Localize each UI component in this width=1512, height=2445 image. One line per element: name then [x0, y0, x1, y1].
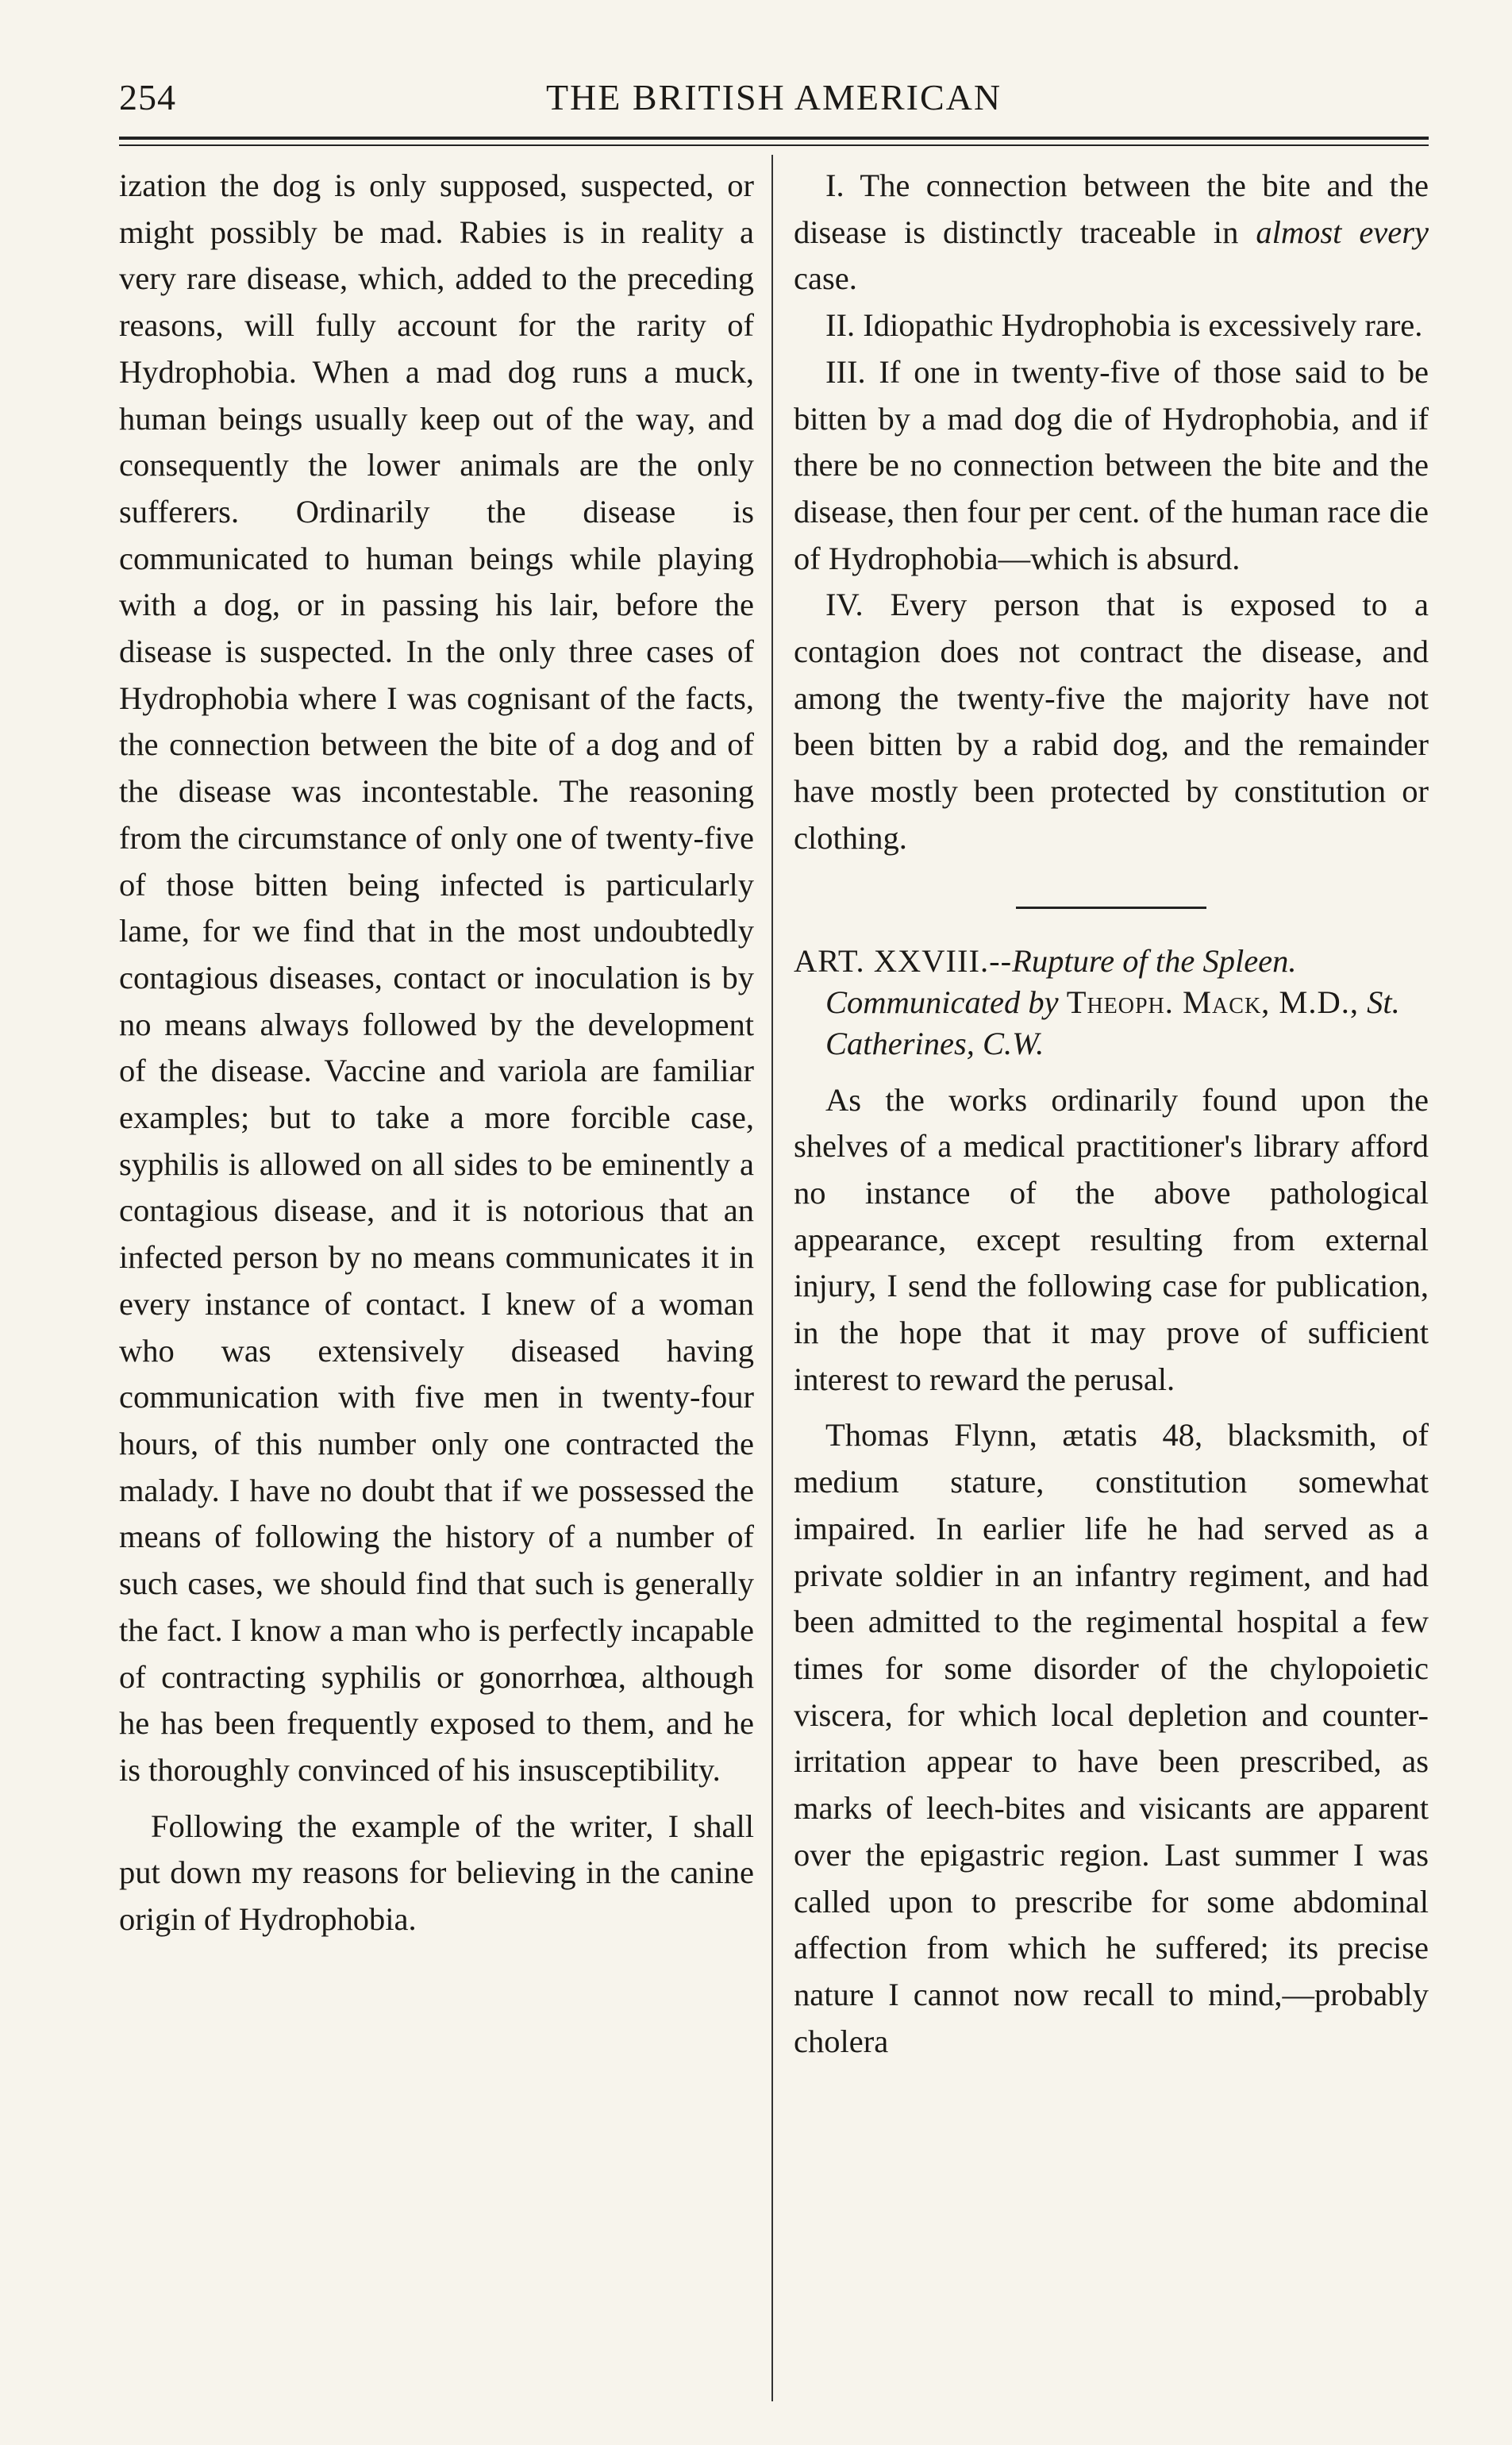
header-rule-thin — [119, 144, 1429, 146]
right-column — [794, 163, 1429, 2065]
left-column — [119, 163, 754, 1943]
reason-2: II. Idiopathic Hydrophobia is excessively rare. — [825, 307, 1423, 344]
article-title: Rupture of the Spleen. — [1012, 942, 1297, 979]
reason-4: IV. Every person that is exposed to a contagion does not contract the disease, and among the twenty-five the majority have not been bitten by a rabid dog, and the remainder have mostly been protected by constitution or clothing. — [794, 587, 1429, 856]
page-number: 254 — [119, 77, 176, 117]
article-place: St. Catherines, C.W. — [825, 984, 1400, 1061]
article-communicated-by: Communicated by — [825, 984, 1059, 1020]
reason-1 — [794, 163, 1429, 302]
section-divider — [1016, 907, 1206, 909]
column-divider — [771, 155, 773, 2401]
journal-title: THE BRITISH AMERICAN — [545, 77, 1002, 117]
article-paragraph-2: Thomas Flynn, ætatis 48, blacksmith, of medium stature, constitution somewhat impaired. In earlier life he had served as a private soldier in an infantry regiment, and had been admitted to the regimental hospital a few times for some disorder of the chylopoietic viscera, for which local depletion and counter-irritation appear to have been prescribed, as marks of leech-bites and visicants are apparent over the epigastric region. Last summer I was called upon to prescribe for some abdominal affection from which he suffered; its precise nature I cannot now recall to mind,—probably cholera — [794, 1417, 1429, 2059]
page-header — [119, 70, 1429, 125]
left-paragraph-1: ization the dog is only supposed, suspected, or might possibly be mad. Rabies is in reality a very rare disease, which, added to the preceding reasons, will fully account for the rarity of Hydrophobia. When a mad dog runs a muck, human beings usually keep out of the way, and consequently the lower animals are the only sufferers. Ordinarily the disease is communicated to human beings while playing with a dog, or in passing his lair, before the disease is suspected. In the only three cases of Hydrophobia where I was cognisant of the facts, the connection between the bite of a dog and of the disease was incontestable. The reasoning from the circumstance of only one of twenty-five of those bitten being infected is particularly lame, for we find that in the most undoubtedly contagious diseases, contact or inoculation is by no means always followed by the development of the disease. Vaccine and variola are familiar examples; but to take a more forcible case, syphilis is allowed on all sides to be eminently a contagious disease, and it is notorious that an infected person by no means communicates it in every instance of contact. I knew of a woman who was extensively diseased having communication with five men in twenty-four hours, of this number only one contracted the malady. I have no doubt that if we possessed the means of following the history of a number of such cases, we should find that such is generally the fact. I know a man who is perfectly incapable of contracting syphilis or gonorrhœa, although he has been frequently exposed to them, and he is thoroughly convinced of his insusceptibility. — [119, 167, 754, 1788]
reason-3: III. If one in twenty-five of those said to be bitten by a mad dog die of Hydrophobia, and if there be no connection between the bite and the disease, then four per cent. of the human race die of Hydrophobia—which is absurd. — [794, 353, 1429, 576]
reason-1-lead: I. The connection between the bite and the disease is distinctly traceable in — [794, 167, 1429, 250]
article-paragraph-1: As the works ordinarily found upon the shelves of a medical practitioner's library afford no instance of the above pathological appearance, except resulting from external injury, I send the following case for publication, in the hope that it may prove of sufficient interest to reward the perusal. — [794, 1081, 1429, 1397]
reason-1-emphasis: almost every — [1256, 214, 1429, 250]
article-number: ART. XXVIII.-- — [794, 942, 1013, 979]
left-paragraph-2: Following the example of the writer, I shall put down my reasons for believing in the canine origin of Hydrophobia. — [119, 1808, 754, 1938]
article-author: Theoph. Mack, M.D., — [1066, 984, 1360, 1020]
header-rule-thick — [119, 137, 1429, 140]
reason-1-tail: case. — [794, 260, 857, 297]
article-heading — [794, 941, 1429, 1065]
